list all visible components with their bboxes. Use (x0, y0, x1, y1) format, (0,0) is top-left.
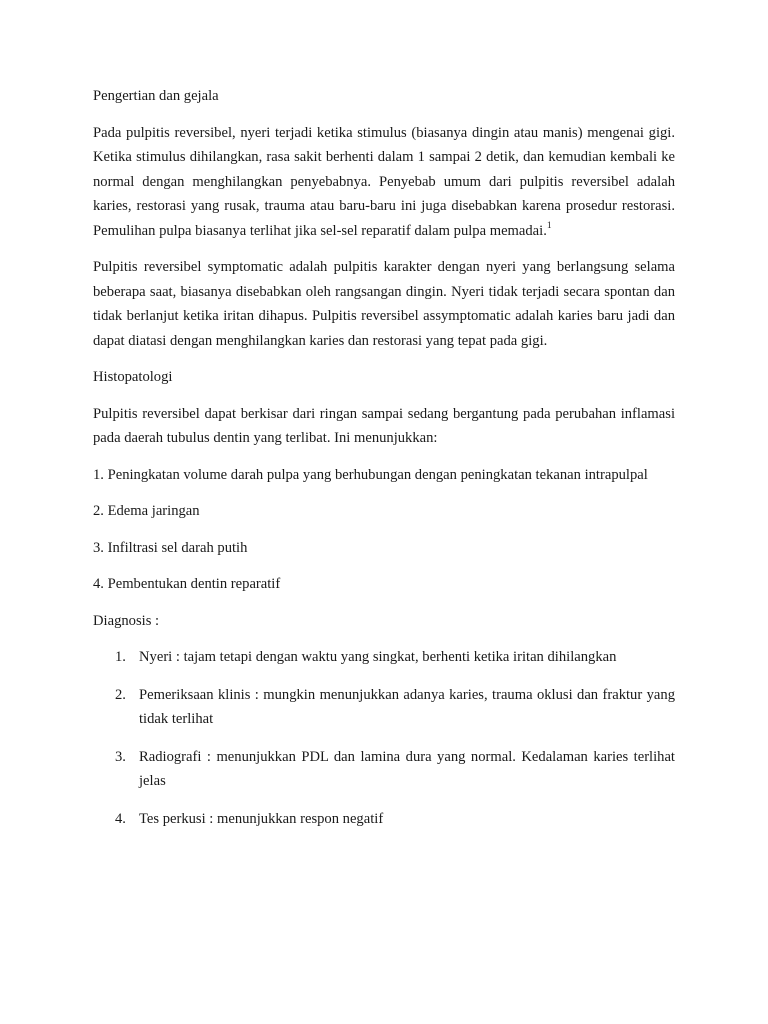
paragraph-histopatologi: Pulpitis reversibel dapat berkisar dari ringan sampai sedang bergantung pada perubahan inflamasi pada daerah tubulus dentin yang terlibat. Ini menunjukkan: (93, 405, 675, 446)
diagnosis-item-3 (93, 745, 675, 794)
diagnosis-item-number: 1. (115, 649, 126, 665)
diagnosis-item-number: 4. (115, 810, 126, 827)
diagnosis-list (93, 645, 675, 831)
diagnosis-item-text: Pemeriksaan klinis : mungkin menunjukkan adanya karies, trauma oklusi dan fraktur yang tidak terlihat (139, 686, 675, 727)
document-page (93, 84, 675, 844)
heading-histopatologi: Histopatologi (93, 369, 173, 385)
heading-diagnosis: Diagnosis : (93, 612, 160, 629)
diagnosis-item-4 (93, 807, 675, 832)
histo-item-4: 4. Pembentukan dentin reparatif (93, 576, 281, 592)
diagnosis-item-number: 3. (115, 748, 126, 765)
paragraph-symptomatic: Pulpitis reversibel symptomatic adalah pulpitis karakter dengan nyeri yang berlangsung selama beberapa saat, biasanya disebabkan oleh rangsangan dingin. Nyeri tidak terjadi secara spontan dan tidak berlanjut ketika iritan dihapus. Pulpitis reversibel assymptomatic adalah karies baru jadi dan dapat diatasi dengan menghilangkan karies dan restorasi yang tepat pada gigi. (93, 259, 675, 349)
diagnosis-item-text: Radiografi : menunjukkan PDL dan lamina dura yang normal. Kedalaman karies terlihat jelas (139, 748, 675, 789)
footnote-reference: 1 (546, 220, 552, 231)
heading-pengertian: Pengertian dan gejala (93, 88, 219, 104)
histo-item-1: 1. Peningkatan volume darah pulpa yang berhubungan dengan peningkatan tekanan intrapulpal (93, 466, 648, 483)
diagnosis-item-text: Nyeri : tajam tetapi dengan waktu yang singkat, berhenti ketika iritan dihilangkan (139, 649, 617, 665)
histo-item-2: 2. Edema jaringan (93, 503, 200, 519)
diagnosis-item-1 (93, 645, 675, 670)
diagnosis-item-number: 2. (115, 686, 126, 703)
paragraph-pengertian-text: Pada pulpitis reversibel, nyeri terjadi ketika stimulus (biasanya dingin atau manis) mengenai gigi. Ketika stimulus dihilangkan, rasa sakit berhenti dalam 1 sampai 2 detik, dan kemudian kembali ke normal dengan menghilangkan penyebabnya. Penyebab umum dari pulpitis reversibel adalah karies, restorasi yang rusak, trauma atau baru-baru ini juga disebabkan karena prosedur restorasi. Pemulihan pulpa biasanya terlihat jika sel-sel reparatif dalam pulpa memadai. (93, 124, 675, 239)
diagnosis-item-text: Tes perkusi : menunjukkan respon negatif (139, 810, 384, 827)
histo-item-3: 3. Infiltrasi sel darah putih (93, 539, 248, 556)
diagnosis-item-2 (93, 683, 675, 732)
paragraph-pengertian (93, 121, 675, 244)
